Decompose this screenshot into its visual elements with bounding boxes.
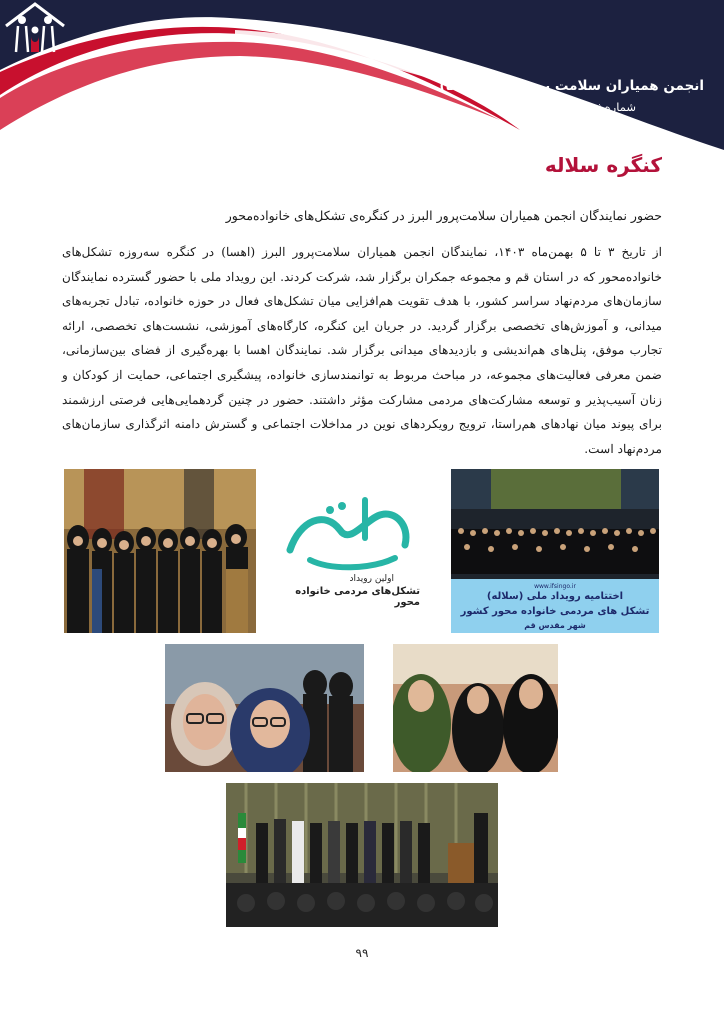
event-logo-line2: تشکل‌های مردمی خانواده محور xyxy=(295,586,420,608)
photo-closing-ceremony xyxy=(451,469,659,633)
photo-group-women xyxy=(64,469,256,633)
family-house-icon xyxy=(0,0,70,56)
photo-members-selfie xyxy=(165,644,364,772)
event-logo-line1: اولین رویداد xyxy=(349,574,394,584)
banner-title: اختتامیه رویداد ملی (سلاله) xyxy=(486,591,624,602)
salaleh-wordmark-icon xyxy=(270,490,430,574)
article-title: کنگره سلاله xyxy=(544,153,662,177)
event-logo xyxy=(270,490,430,610)
banner-url: www.ifsingo.ir xyxy=(534,583,576,590)
page-header xyxy=(0,0,724,175)
photo-three-members xyxy=(393,644,558,772)
banner-subtitle: تشکل های مردمی خانواده محور کشور xyxy=(460,606,650,617)
article-subtitle: حضور نمایندگان انجمن همیاران سلامت‌پرور البرز در کنگره‌ی تشکل‌های خانواده‌محور xyxy=(225,208,662,223)
article-body: از تاریخ ۳ تا ۵ بهمن‌ماه ۱۴۰۳، نمایندگان انجمن همیاران سلامت‌پرور البرز (اهسا) در کنگره سه‌روزه تشکل‌های خانواده‌محور که در استان قم و مجموعه جمکران برگزار شد، شرکت کردند. این رویداد ملی با حضور گسترده نمایندگان سازمان‌های مردم‌نهاد سراسر کشور، با هدف تقویت هم‌افزایی میان تشکل‌های فعال در حوزه خانواده، تبادل تجربه‌های میدانی، و آموزش‌های تخصصی برگزار گردید. در جریان این کنگره، کارگاه‌های آموزشی، نشست‌های تخصصی، ارائه تجارب موفق، پنل‌های هم‌اندیشی و بازدیدهای میدانی برگزار شد. نمایندگان اهسا با بهره‌گیری از فضای بین‌سازمانی، ضمن معرفی فعالیت‌های مجموعه، در مباحث مربوط به توانمندسازی خانواده، پیشگیری اجتماعی، حمایت از کودکان و زنان آسیب‌پذیر و توسعه مشارکت‌های مردمی مشارکت مؤثر داشتند. حضور در چنین گردهمایی‌هایی فرصتی ارزشمند برای پیوند میان نهادهای هم‌راستا، ترویج رویکردهای نوین در مداخلات اجتماعی و گسترش دامنه اثرگذاری سازمان‌های مردم‌نهاد است. xyxy=(62,245,662,456)
org-name: انجمن همیاران سلامت پرور البرز(اهسا) xyxy=(439,78,704,94)
registration-number: شماره ثبت : ۲۴۲۳ xyxy=(547,100,636,114)
banner-city: شهر مقدس قم xyxy=(524,621,586,630)
photo-stage-ceremony xyxy=(226,783,498,927)
page-number: ۹۹ xyxy=(355,946,369,960)
